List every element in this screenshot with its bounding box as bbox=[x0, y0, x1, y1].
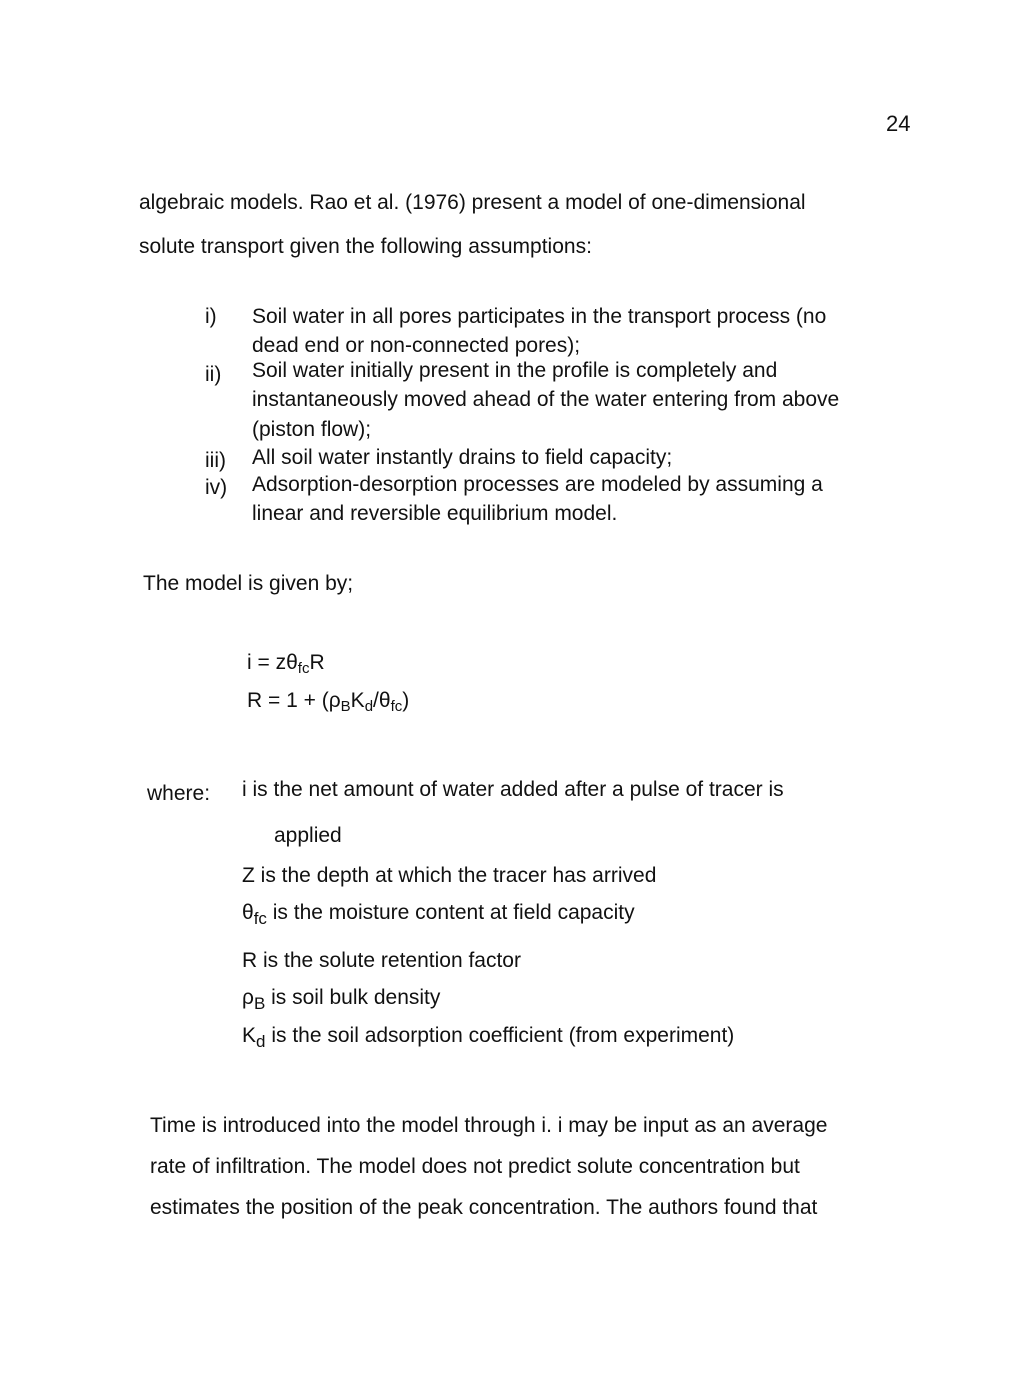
equation-2: $R = 1 + (\rho_BK_d/\theta_{fc})$ bbox=[247, 689, 410, 715]
intro-line-1: algebraic models. Rao et al. (1976) present a model of one-dimensional bbox=[139, 191, 806, 214]
definition-theta-fc: $\theta_{fc}$ is the moisture content at field capacity bbox=[242, 901, 635, 928]
intro-line-2: solute transport given the following assumptions: bbox=[139, 235, 592, 258]
assumption-label-3: iii) bbox=[205, 449, 226, 472]
assumption-label-1: i) bbox=[205, 305, 217, 328]
assumption-label-4: iv) bbox=[205, 476, 228, 499]
assumption-2-line-1: Soil water initially present in the profile is completely and bbox=[252, 359, 778, 382]
definition-z: Z is the depth at which the tracer has arrived bbox=[242, 864, 657, 887]
assumption-2-line-2: instantaneously moved ahead of the water entering from above bbox=[252, 388, 840, 411]
equation-1: $i = z\theta_{fc}R$ bbox=[247, 651, 325, 677]
model-intro: The model is given by; bbox=[143, 572, 354, 595]
closing-line-2: rate of infiltration. The model does not predict solute concentration but bbox=[150, 1155, 800, 1178]
assumption-label-2: ii) bbox=[205, 363, 222, 386]
definition-kd: $K_d$ is the soil adsorption coefficient (from experiment) bbox=[242, 1024, 735, 1051]
definition-r: R is the solute retention factor bbox=[242, 949, 521, 972]
definition-i-continued: applied bbox=[274, 824, 342, 847]
assumption-2-line-3: (piston flow); bbox=[252, 418, 372, 441]
assumption-4-line-2: linear and reversible equilibrium model. bbox=[252, 502, 618, 525]
assumption-3-line-1: All soil water instantly drains to field capacity; bbox=[252, 446, 673, 469]
definition-i: i is the net amount of water added after a pulse of tracer is bbox=[242, 778, 784, 801]
page-number: 24 bbox=[886, 111, 911, 136]
assumption-1-line-1: Soil water in all pores participates in the transport process (no bbox=[252, 305, 827, 328]
closing-line-3: estimates the position of the peak concentration. The authors found that bbox=[150, 1196, 818, 1219]
definition-rho-b: $\rho_B$ is soil bulk density bbox=[242, 986, 441, 1013]
closing-line-1: Time is introduced into the model through i. i may be input as an average bbox=[150, 1114, 828, 1137]
where-label: where: bbox=[147, 782, 211, 805]
assumption-4-line-1: Adsorption-desorption processes are modeled by assuming a bbox=[252, 473, 823, 496]
assumption-1-line-2: dead end or non-connected pores); bbox=[252, 334, 581, 357]
